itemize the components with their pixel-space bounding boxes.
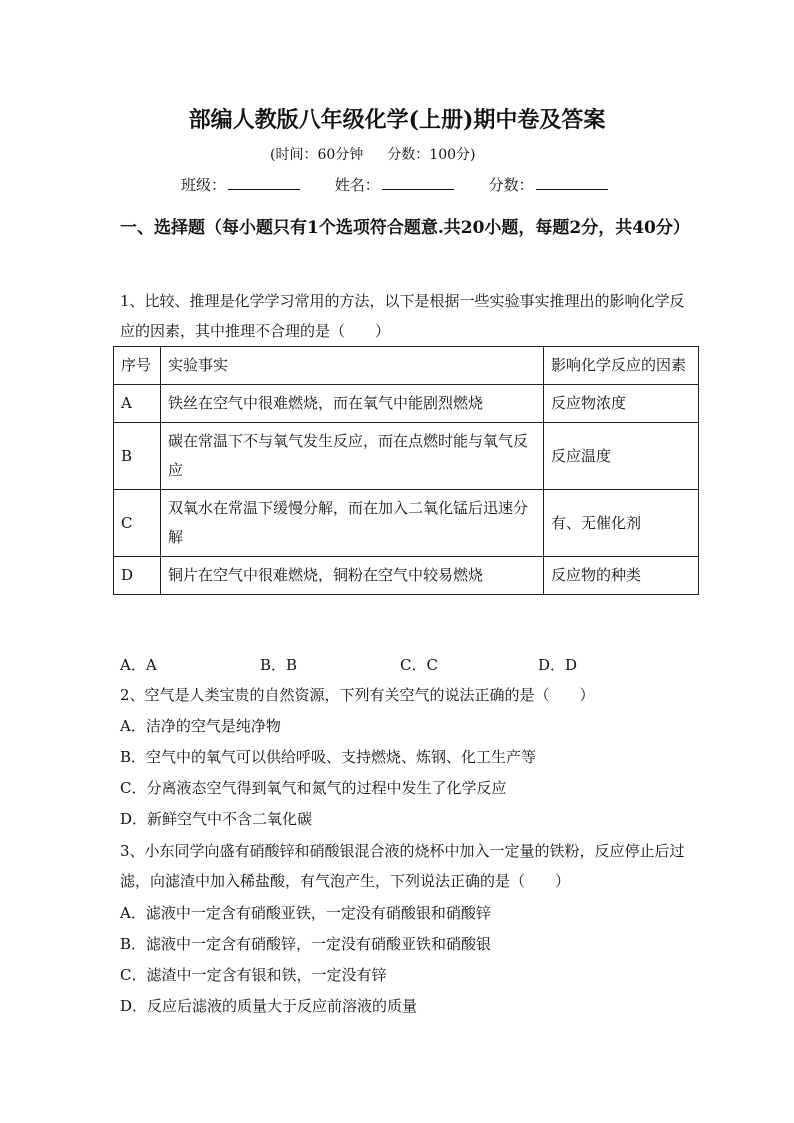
question-3-option-a[interactable]: A．滤液中一定含有硝酸亚铁，一定没有硝酸银和硝酸锌 xyxy=(120,904,491,922)
header-cell: 影响化学反应的因素 xyxy=(544,347,699,385)
table-cell: 反应物的种类 xyxy=(544,557,699,595)
table-row xyxy=(114,557,699,595)
name-field xyxy=(335,174,454,195)
document-title: 部编人教版八年级化学(上册)期中卷及答案 xyxy=(188,107,606,133)
option-c[interactable]: C．C xyxy=(400,656,438,674)
score-label: 分数： xyxy=(488,176,534,194)
question-1-options xyxy=(120,654,577,675)
header-cell: 序号 xyxy=(114,347,161,385)
name-label: 姓名： xyxy=(334,176,380,194)
section-heading: 一、选择题（每小题只有1个选项符合题意.共20小题，每题2分，共40分） xyxy=(120,218,690,238)
score-field xyxy=(489,174,608,195)
option-b[interactable]: B．B xyxy=(260,656,298,674)
header-cell: 实验事实 xyxy=(161,347,544,385)
question-3-option-c[interactable]: C．滤渣中一定含有银和铁，一定没有锌 xyxy=(120,966,387,984)
name-blank[interactable] xyxy=(382,175,454,190)
table-cell: D xyxy=(114,557,161,595)
student-fields xyxy=(181,174,608,195)
exam-total-score: 分数：100分) xyxy=(387,147,476,163)
question-3-option-b[interactable]: B．滤液中一定含有硝酸锌，一定没有硝酸亚铁和硝酸银 xyxy=(120,935,492,953)
table-cell: 铜片在空气中很难燃烧，铜粉在空气中较易燃烧 xyxy=(161,557,544,595)
table-cell: 铁丝在空气中很难燃烧，而在氧气中能剧烈燃烧 xyxy=(161,385,544,423)
question-2-option-a[interactable]: A．洁净的空气是纯净物 xyxy=(120,717,281,735)
class-field xyxy=(181,174,300,195)
class-label: 班级： xyxy=(181,176,227,194)
option-a[interactable]: A．A xyxy=(120,656,157,674)
question-2-option-b[interactable]: B．空气中的氧气可以供给呼吸、支持燃烧、炼钢、化工生产等 xyxy=(120,748,537,766)
table-cell: B xyxy=(114,423,161,490)
table-row xyxy=(114,423,699,490)
table-cell: 碳在常温下不与氧气发生反应，而在点燃时能与氧气反应 xyxy=(161,423,544,490)
option-d[interactable]: D．D xyxy=(538,656,578,674)
question-2-stem: 2、空气是人类宝贵的自然资源，下列有关空气的说法正确的是（ ） xyxy=(120,686,595,704)
table-header-row xyxy=(114,347,699,385)
question-1-stem: 1、比较、推理是化学学习常用的方法，以下是根据一些实验事实推理出的影响化学反应的因素，其中推理不合理的是（ ） xyxy=(120,292,685,340)
question-3-option-d[interactable]: D．反应后滤液的质量大于反应前溶液的质量 xyxy=(120,997,418,1015)
score-blank[interactable] xyxy=(536,175,608,190)
table-row xyxy=(114,490,699,557)
table-row xyxy=(114,385,699,423)
exam-time: (时间：60分钟 xyxy=(270,147,364,163)
table-cell: 反应温度 xyxy=(544,423,699,490)
question-2-option-d[interactable]: D．新鲜空气中不含二氧化碳 xyxy=(120,810,313,828)
table-cell: C xyxy=(114,490,161,557)
class-blank[interactable] xyxy=(228,175,300,190)
question-3-stem: 3、小东同学向盛有硝酸锌和硝酸银混合液的烧杯中加入一定量的铁粉，反应停止后过滤，向滤渣中加入稀盐酸，有气泡产生，下列说法正确的是（ ） xyxy=(120,842,685,890)
table-cell: 反应物浓度 xyxy=(544,385,699,423)
table-cell: 双氧水在常温下缓慢分解，而在加入二氧化锰后迅速分解 xyxy=(161,490,544,557)
experiment-table xyxy=(113,346,699,595)
question-2-option-c[interactable]: C．分离液态空气得到氧气和氮气的过程中发生了化学反应 xyxy=(120,779,507,797)
table-cell: 有、无催化剂 xyxy=(544,490,699,557)
exam-meta xyxy=(270,144,475,164)
table-cell: A xyxy=(114,385,161,423)
